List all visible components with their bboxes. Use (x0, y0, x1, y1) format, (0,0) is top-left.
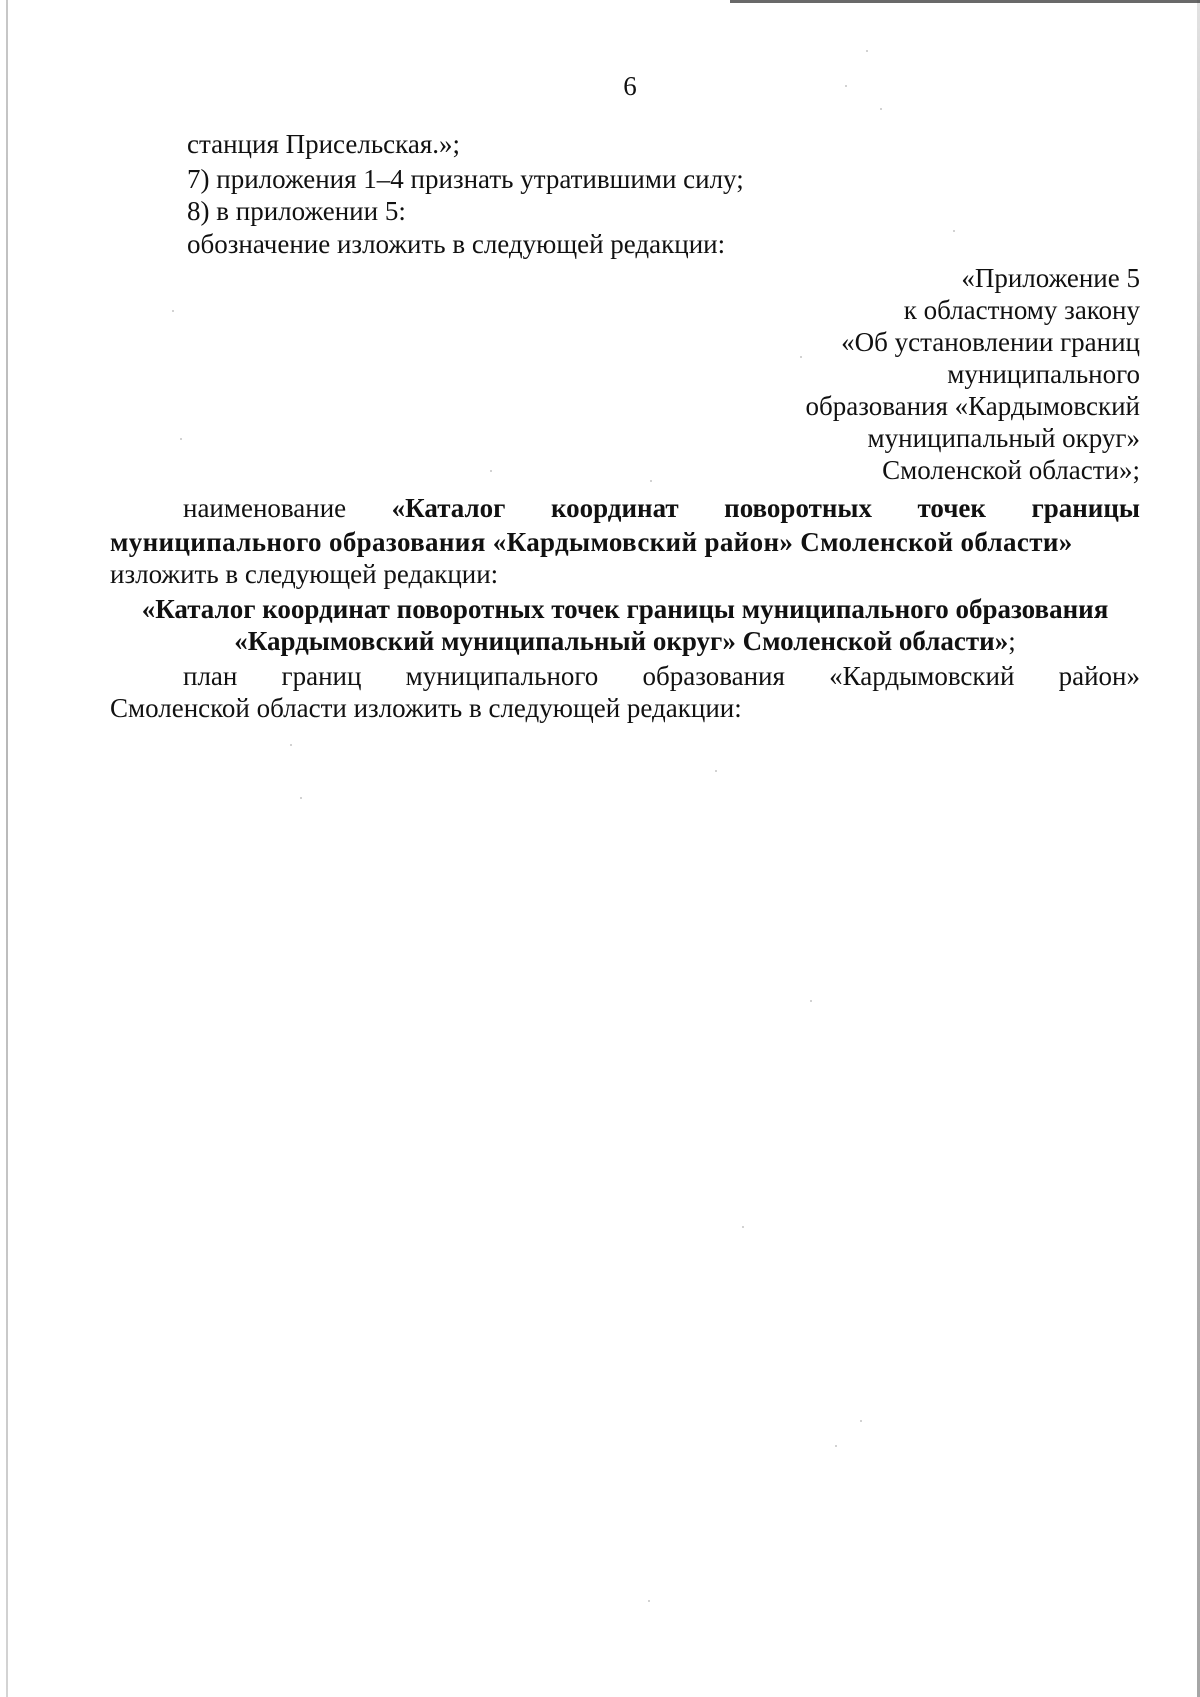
appendix-header (640, 262, 1140, 486)
naming-paragraph-line-3: изложить в следующей редакции: (110, 559, 499, 589)
plan-paragraph-line-2: Смоленской области изложить в следующей редакции: (110, 693, 742, 723)
page-number: 6 (623, 71, 637, 101)
appendix-header-line: Смоленской области»; (882, 455, 1140, 485)
naming-word: границы (1031, 493, 1140, 523)
naming-paragraph-line-1 (110, 492, 1140, 524)
amendment-line-2: 7) приложения 1–4 признать утратившими силу; (187, 164, 744, 194)
scan-speck (490, 470, 492, 472)
naming-word: «Каталог (391, 493, 506, 523)
plan-word: границ (281, 661, 362, 691)
appendix-header-line: «Приложение 5 (961, 263, 1140, 293)
scan-speck (742, 1226, 744, 1228)
plan-word: образования (642, 661, 785, 691)
new-catalog-title-tail: ; (1008, 626, 1016, 656)
amendment-line-1: станция Присельская.»; (187, 129, 460, 159)
scan-speck (648, 1600, 650, 1602)
scan-speck (715, 770, 717, 772)
scan-speck (866, 50, 868, 52)
scan-speck (953, 230, 955, 232)
naming-paragraph-line-2: муниципального образования «Кардымовский район» Смоленской области» (110, 527, 1073, 557)
plan-word: «Кардымовский (829, 661, 1015, 691)
naming-word: координат (550, 493, 679, 523)
naming-word: точек (917, 493, 986, 523)
naming-word: наименование (183, 493, 347, 523)
plan-word: план (183, 661, 238, 691)
appendix-header-line: муниципальный округ» (867, 423, 1140, 453)
scan-speck (835, 1445, 837, 1447)
amendment-line-3: 8) в приложении 5: (187, 196, 406, 226)
scan-speck (180, 438, 182, 440)
plan-paragraph-line-1 (110, 660, 1140, 692)
new-catalog-title-line-1: «Каталог координат поворотных точек границы муниципального образования (141, 594, 1109, 624)
plan-word: район» (1058, 661, 1140, 691)
scan-speck (300, 797, 302, 799)
plan-word: муниципального (405, 661, 599, 691)
scan-speck (860, 1420, 862, 1422)
scan-speck (290, 744, 292, 746)
amendment-line-4: обозначение изложить в следующей редакции: (187, 229, 726, 259)
appendix-header-line: образования «Кардымовский (805, 391, 1140, 421)
naming-word: поворотных (724, 493, 872, 523)
appendix-header-line: к областному закону (903, 295, 1140, 325)
scan-edge-top (730, 0, 1200, 3)
new-catalog-title-line-2 (110, 625, 1140, 657)
scan-speck (810, 1000, 812, 1002)
scan-speck (172, 310, 174, 312)
new-catalog-title-bold: «Кардымовский муниципальный округ» Смоленской области» (234, 626, 1009, 656)
scan-edge-left (6, 0, 8, 1697)
appendix-header-line: «Об установлении границ (841, 327, 1140, 357)
appendix-header-line: муниципального (947, 359, 1140, 389)
scan-speck (880, 108, 882, 110)
